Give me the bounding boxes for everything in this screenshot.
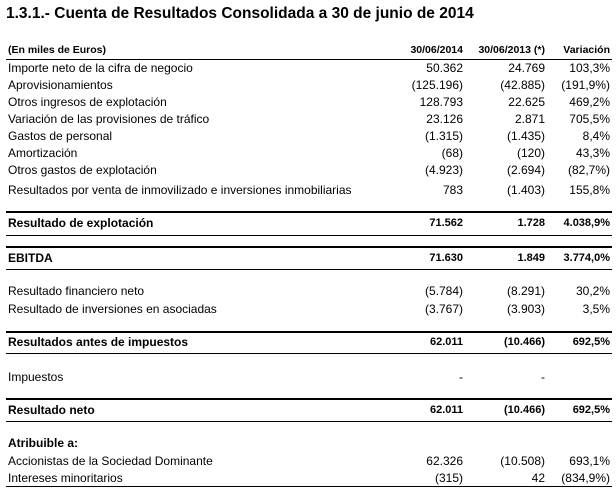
value-2013: (3.903) [506, 302, 545, 316]
divider [6, 269, 612, 270]
table-row [6, 162, 612, 179]
page-title: 1.3.1.- Cuenta de Resultados Consolidada a 30 de junio de 2014 [6, 5, 474, 22]
value-2014: 71.562 [429, 217, 463, 229]
divider [6, 331, 612, 333]
column-header-2013: 30/06/2013 (*) [478, 44, 545, 56]
value-variation: 8,4% [582, 129, 610, 143]
value-2013: (1.403) [506, 183, 545, 197]
row-label: Resultado neto [8, 403, 95, 417]
value-2014: 23.126 [426, 112, 463, 126]
table-header [6, 42, 612, 59]
value-variation: 3.774,0% [563, 252, 610, 264]
value-2013: (10.466) [504, 404, 545, 416]
row-label: Importe neto de la cifra de negocio [8, 61, 193, 75]
divider [6, 235, 612, 236]
value-variation: (191,9%) [561, 78, 610, 92]
value-2013: 24.769 [508, 61, 545, 75]
total-row [6, 250, 612, 267]
table-row [6, 453, 612, 470]
value-2014: 783 [442, 183, 463, 197]
value-2014: (3.767) [424, 302, 463, 316]
value-2013: (120) [516, 146, 545, 160]
value-2014: (125.196) [411, 78, 463, 92]
value-variation: (834,9%) [561, 471, 610, 485]
table-row [6, 470, 612, 487]
value-2013: (10.466) [504, 336, 545, 348]
value-2014: 128.793 [419, 95, 463, 109]
row-label: Impuestos [8, 370, 64, 384]
row-label: Resultados por venta de inmovilizado e inversiones inmobiliarias [8, 183, 352, 197]
divider [6, 353, 612, 354]
row-label: Accionistas de la Sociedad Dominante [8, 454, 213, 468]
value-variation: (82,7%) [567, 163, 610, 177]
value-2013: 1.849 [517, 252, 545, 264]
divider [6, 486, 612, 487]
value-2014: (315) [434, 471, 463, 485]
value-variation: 43,3% [575, 146, 610, 160]
value-2013: (1.435) [506, 129, 545, 143]
row-label: Resultados antes de impuestos [8, 335, 189, 349]
value-2014: (68) [441, 146, 463, 160]
value-variation: 103,3% [569, 61, 610, 75]
table-row [6, 369, 612, 386]
column-header-2014: 30/06/2014 [410, 44, 463, 56]
row-label: Amortización [8, 146, 78, 160]
value-variation: 4.038,9% [563, 217, 610, 229]
table-row [6, 128, 612, 145]
row-label: Atribuible a: [8, 436, 79, 450]
row-label: Variación de las provisiones de tráfico [8, 112, 210, 126]
section-heading [6, 435, 612, 452]
table-row [6, 77, 612, 94]
value-2014: 62.326 [426, 454, 463, 468]
value-2013: (8.291) [506, 284, 545, 298]
row-label: Otros ingresos de explotación [8, 95, 167, 109]
value-variation: 692,5% [572, 404, 610, 416]
value-variation: 155,8% [569, 183, 610, 197]
table-row [6, 182, 612, 199]
units-label: (En miles de Euros) [8, 44, 107, 56]
value-2013: - [541, 370, 545, 384]
value-2014: - [459, 370, 463, 384]
row-label: Resultado de inversiones en asociadas [8, 302, 217, 316]
value-variation: 469,2% [569, 95, 610, 109]
total-row [6, 334, 612, 351]
value-2014: 62.011 [429, 404, 463, 416]
column-header-variation: Variación [563, 44, 610, 56]
value-2013: 42 [531, 471, 545, 485]
row-label: Resultado financiero neto [8, 284, 145, 298]
value-2013: 22.625 [508, 95, 545, 109]
row-label: Aprovisionamientos [8, 78, 113, 92]
value-2013: (2.694) [506, 163, 545, 177]
table-row [6, 60, 612, 77]
value-variation: 30,2% [575, 284, 610, 298]
row-label: EBITDA [8, 251, 53, 265]
value-2013: (42.885) [500, 78, 545, 92]
value-variation: 693,1% [569, 454, 610, 468]
table-row [6, 301, 612, 318]
divider [6, 211, 612, 213]
divider [6, 246, 612, 248]
value-variation: 692,5% [572, 336, 610, 348]
value-2014: (4.923) [424, 163, 463, 177]
row-label: Resultado de explotación [8, 216, 154, 230]
value-2014: (1.315) [424, 129, 463, 143]
value-2013: (10.508) [500, 454, 545, 468]
total-row [6, 215, 612, 232]
value-variation: 705,5% [569, 112, 610, 126]
table-row [6, 94, 612, 111]
table-row [6, 283, 612, 300]
row-label: Otros gastos de explotación [8, 163, 157, 177]
row-label: Gastos de personal [8, 129, 113, 143]
value-2013: 2.871 [514, 112, 545, 126]
value-2014: 71.630 [429, 252, 463, 264]
divider [6, 398, 612, 400]
row-label: Intereses minoritarios [8, 471, 123, 485]
value-variation: 3,5% [582, 302, 610, 316]
value-2014: (5.784) [424, 284, 463, 298]
value-2013: 1.728 [517, 217, 545, 229]
table-row [6, 145, 612, 162]
value-2014: 50.362 [426, 61, 463, 75]
total-row [6, 402, 612, 419]
value-2014: 62.011 [429, 336, 463, 348]
divider [6, 421, 612, 422]
table-row [6, 111, 612, 128]
